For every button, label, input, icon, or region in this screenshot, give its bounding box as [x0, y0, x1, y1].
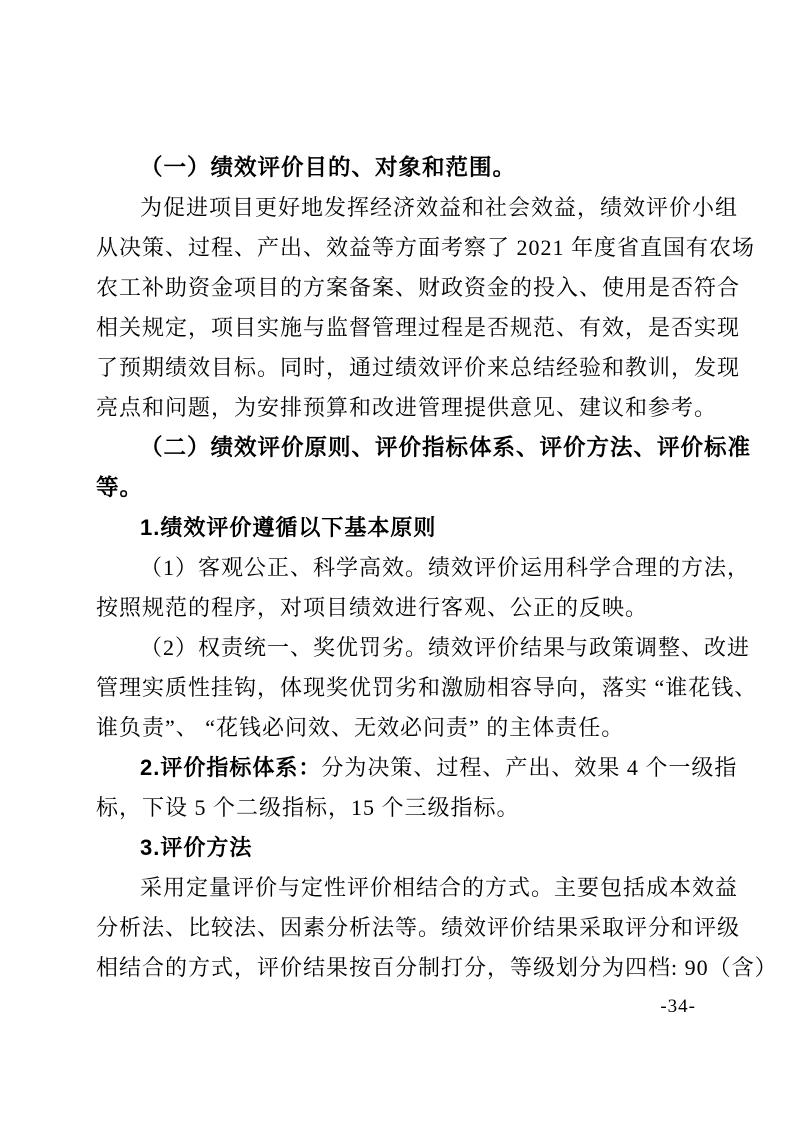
text-line — [96, 628, 751, 668]
line-text: 1.绩效评价遵循以下基本原则 — [140, 515, 437, 540]
line-text: 从决策、过程、产出、效益等方面考察了 2021 年度省直国有农场 — [96, 235, 756, 260]
line-text: 3.评价方法 — [140, 835, 253, 860]
text-line — [96, 388, 718, 428]
text-line — [96, 668, 758, 708]
text-line — [96, 708, 704, 748]
text-line — [96, 308, 741, 348]
line-text: 了预期绩效目标。同时，通过绩效评价来总结经验和教训，发现 — [96, 355, 741, 380]
document-body — [96, 148, 778, 988]
line-text: 标，下设 5 个二级指标，15 个三级指标。 — [96, 795, 520, 820]
line-text: 为促进项目更好地发挥经济效益和社会效益，绩效评价小组 — [140, 195, 739, 220]
text-line — [96, 588, 704, 628]
text-line — [96, 468, 704, 508]
text-line — [96, 428, 752, 468]
text-line — [96, 788, 704, 828]
line-text: 亮点和问题，为安排预算和改进管理提供意见、建议和参考。 — [96, 395, 718, 420]
text-line — [96, 228, 756, 268]
text-line — [96, 188, 739, 228]
line-text: 分为决策、过程、产出、效果 4 个一级指 — [321, 755, 738, 780]
line-text: 分析法、比较法、因素分析法等。绩效评价结果采取评分和评级 — [96, 915, 741, 940]
line-bold-prefix: 2.评价指标体系： — [140, 755, 322, 780]
line-text: 农工补助资金项目的方案备案、财政资金的投入、使用是否符合 — [96, 275, 741, 300]
text-line — [96, 948, 778, 988]
text-line — [96, 868, 739, 908]
line-text: 管理实质性挂钩，体现奖优罚劣和激励相容导向，落实 “谁花钱、 — [96, 675, 758, 700]
text-line — [96, 148, 704, 188]
text-line — [96, 348, 741, 388]
line-text: 采用定量评价与定性评价相结合的方式。主要包括成本效益 — [140, 875, 739, 900]
text-line — [96, 268, 741, 308]
text-line — [96, 908, 741, 948]
text-line — [96, 828, 704, 868]
line-text: （二）绩效评价原则、评价指标体系、评价方法、评价标准 — [140, 435, 752, 460]
line-text: 相结合的方式，评价结果按百分制打分，等级划分为四档: 90（含） — [96, 955, 778, 980]
page-number: -34- — [660, 996, 696, 1017]
line-text: 相关规定，项目实施与监督管理过程是否规范、有效，是否实现 — [96, 315, 741, 340]
line-text: （一）绩效评价目的、对象和范围。 — [140, 155, 517, 180]
line-text: 谁负责”、 “花钱必问效、无效必问责” 的主体责任。 — [96, 715, 625, 740]
line-text: 等。 — [96, 475, 144, 500]
text-line — [96, 548, 751, 588]
text-line — [96, 508, 704, 548]
text-line — [96, 748, 738, 788]
line-text: （1）客观公正、科学高效。绩效评价运用科学合理的方法， — [140, 555, 751, 580]
line-text: 按照规范的程序，对项目绩效进行客观、公正的反映。 — [96, 595, 649, 620]
line-text: （2）权责统一、奖优罚劣。绩效评价结果与政策调整、改进 — [140, 635, 751, 660]
